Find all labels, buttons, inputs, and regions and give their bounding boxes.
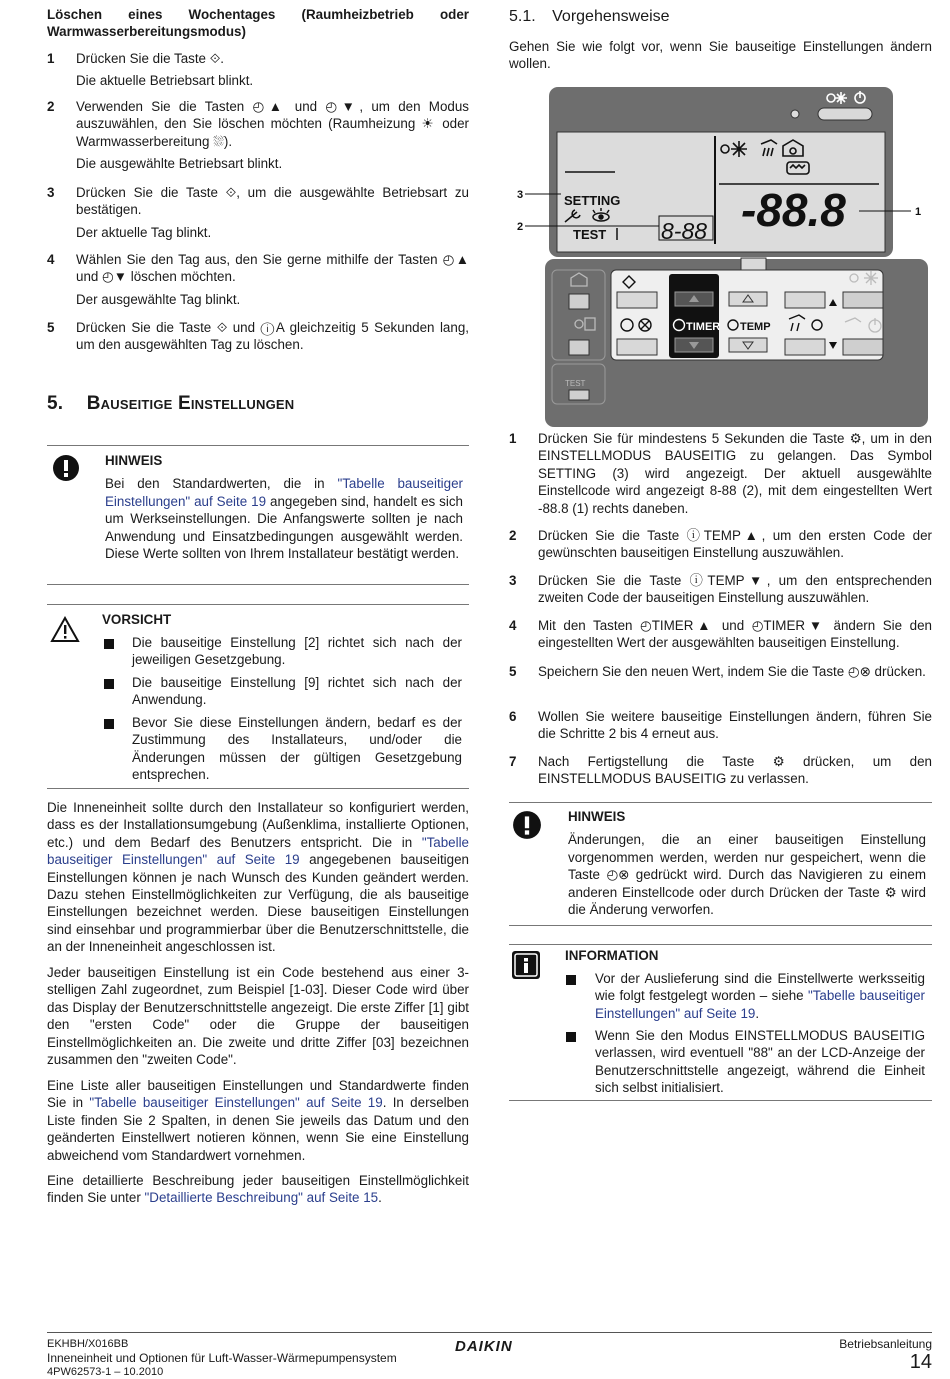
on-off-button: [818, 108, 872, 120]
model-number: EKHBH/X016BB: [47, 1338, 129, 1350]
timer-label: TIMER: [686, 321, 721, 333]
divider: [509, 1100, 932, 1101]
temp-up-button: [729, 292, 767, 306]
product-name: Inneneinheit und Optionen für Luft-Wasser-Wärmepumpensystem: [47, 1351, 397, 1365]
water-on-off-button: [843, 339, 883, 355]
callout-1: 1: [915, 206, 922, 218]
list-item: 1 Drücken Sie für mindestens 5 Sekunden die Taste ⚙, um in den EINSTELLMODUS BAUSEITIG zu gelangen. Das Symbol SETTING (3) wird angezeigt. Der aktuell ausgewählte Einstellcode wird angezeigt 8-88 (2), mit dem eingestellten Wert -88.8 (1) rechts daneben.: [509, 431, 932, 516]
hinweis-title: HINWEIS: [105, 453, 163, 468]
divider: [47, 445, 469, 446]
delete-day-heading: Löschen eines Wochentages (Raumheizbetrieb oder Warmwasserbereitungsmodus): [47, 7, 469, 40]
body-paragraph: Eine Liste aller bauseitigen Einstellungen und Standardwerte finden Sie in "Tabelle bauseitiger Einstellungen" auf Seite 19. In derselben Liste finden Sie 2 Spalten, in denen Sie jeweils das Datum und den geänderten Einstellwert notieren können, wenn Sie eine Einstellung abweichend vom Standardwert vornehmen.: [47, 1078, 469, 1163]
list-item: Wenn Sie den Modus EINSTELLMODUS BAUSEITIG verlassen, wird eventuell "88" an der LCD-Anzeige der Benutzerschnittstelle angezeigt, während die Einheit sich selbst initialisiert.: [595, 1028, 925, 1096]
mode-button: [843, 292, 883, 308]
vorsicht-title: VORSICHT: [102, 612, 172, 627]
manual-type: Betriebsanleitung: [839, 1337, 932, 1351]
table-link[interactable]: "Tabelle bauseitiger Einstellungen" auf Seite 19: [47, 834, 469, 868]
hinweis-text: Bei den Standardwerten, die in "Tabelle bauseitiger Einstellungen" auf Seite 19 angegeben sind, handelt es sich um Werkseinstellungen. Die Anfangswerte sollten je nach Anwendung und Einsatzbedingungen ausgewählt werden. Diese Werte sollten von Ihrem Installateur bestätigt werden.: [105, 476, 463, 562]
information-title: INFORMATION: [565, 948, 659, 963]
callout-3: 3: [517, 189, 524, 201]
list-item: 3 Drücken Sie die Taste ⟐, um die ausgewählte Betriebsart zu bestätigen. Der aktuelle Tag blinkt.: [47, 185, 469, 240]
list-item: 2 Verwenden Sie die Tasten ◴▲ und ◴▼, um den Modus auszuwählen, den Sie löschen möchten (Raumheizung ☀ oder Warmwasserbereitung ⛆). Die ausgewählte Betriebsart blinkt.: [47, 99, 469, 172]
program-button: [617, 292, 657, 308]
document-number: 4PW62573-1 – 10.2010: [47, 1366, 164, 1378]
hinweis-box: [105, 452, 463, 562]
led-indicator: [791, 110, 799, 118]
divider: [47, 788, 469, 789]
footer-right: [839, 1338, 932, 1373]
page-number: 14: [909, 1351, 932, 1373]
list-item: 6 Wollen Sie weitere bauseitige Einstellungen ändern, führen Sie die Schritte 2 bis 4 erneut aus.: [509, 709, 932, 742]
list-item: 7 Nach Fertigstellung die Taste ⚙ drücken, um den EINSTELLMODUS BAUSEITIG zu verlassen.: [509, 754, 932, 787]
list-item: 2 Drücken Sie die Taste ⓘTEMP▲, um den ersten Code der gewünschten bauseitigen Einstellung auszuwählen.: [509, 528, 932, 561]
list-item: Vor der Auslieferung sind die Einstellwerte werksseitig wie folgt festgelegt worden – siehe "Tabelle bauseitiger Einstellungen" auf Seite 19.: [595, 971, 925, 1021]
bullet: [104, 639, 114, 649]
list-item: Die bauseitige Einstellung [9] richtet sich nach der Anwendung.: [132, 675, 462, 708]
temp-down-button: [729, 338, 767, 352]
list-item: 4 Wählen Sie den Tag aus, den Sie gerne mithilfe der Tasten ◴▲ und ◴▼ löschen möchten. Der ausgewählte Tag blinkt.: [47, 252, 469, 307]
confirm-button: [617, 339, 657, 355]
body-paragraph: Die Inneneinheit sollte durch den Installateur so konfiguriert werden, dass es der Installationsumgebung (Außenklima, installierte Optionen, etc.) und dem Bedarf des Benutzers entspricht. Die in "Tabelle bauseitiger Einstellungen" auf Seite 19 angegebenen bauseitigen Einstellungen können je nach Wunsch des Kunden geändert werden. Dazu stehen Einstellmöglichkeiten zur Verfügung, die als bauseitige Einstellungen bezeichnet werden. Diese bauseitigen Einstellungen sind einsehbar und programmierbar über die Benutzerschnittstelle, die an der Inneneinheit angeschlossen ist.: [47, 800, 470, 955]
test-button: [569, 390, 589, 400]
list-item: 5 Speichern Sie den neuen Wert, indem Sie die Taste ◴⊗ drücken.: [509, 664, 926, 679]
lcd-code-display: 8-88: [661, 218, 708, 244]
divider: [509, 944, 932, 945]
table-link[interactable]: "Tabelle bauseitiger Einstellungen" auf Seite 19: [105, 476, 463, 509]
bullet: [104, 719, 114, 729]
footer-rule: [47, 1332, 932, 1333]
bullet: [104, 679, 114, 689]
bullet: [566, 1032, 576, 1042]
lcd-test-label: TEST: [573, 227, 607, 242]
lcd-setting-label: SETTING: [564, 193, 621, 208]
info-icon: [511, 950, 541, 984]
hinweis-title: HINWEIS: [568, 809, 626, 824]
table-link[interactable]: "Tabelle bauseitiger Einstellungen" auf Seite 19: [89, 1095, 383, 1111]
user-interface-panel-illustration: [509, 86, 932, 428]
warning-triangle-icon: [50, 616, 80, 647]
lcd-value-display: -88.8: [741, 184, 846, 236]
exclamation-icon: [512, 810, 542, 844]
body-paragraph: Eine detaillierte Beschreibung jeder bauseitigen Einstellmöglichkeit finden Sie unter "Detaillierte Beschreibung" auf Seite 15.: [47, 1173, 469, 1206]
water-temp-up-button: [785, 292, 825, 308]
list-item: 3 Drücken Sie die Taste ⓘTEMP▼, um den entsprechenden zweiten Code der bauseitigen Einstellung auszuwählen.: [509, 573, 932, 606]
list-item: Die bauseitige Einstellung [2] richtet sich nach der jeweiligen Gesetzgebung.: [132, 635, 462, 668]
vorsicht-box: [102, 611, 462, 628]
divider: [509, 802, 932, 803]
callout-2: 2: [517, 221, 524, 233]
list-item: 5 Drücken Sie die Taste ⟐ und ⓘA gleichzeitig 5 Sekunden lang, um den ausgewählten Tag zu löschen.: [47, 320, 469, 353]
list-item: Bevor Sie diese Einstellungen ändern, bedarf es der Zustimmung des Installateurs, und/oder die Änderungen müssen der gültigen Gesetzgebung entsprechen.: [132, 715, 462, 783]
test-button-label: TEST: [565, 379, 586, 388]
daikin-logo: DAIKIN: [455, 1338, 513, 1355]
description-link[interactable]: "Detaillierte Beschreibung" auf Seite 15: [144, 1190, 379, 1206]
schedule-button: [569, 294, 589, 309]
exclamation-icon: [52, 454, 80, 486]
intro-paragraph: Gehen Sie wie folgt vor, wenn Sie bauseitige Einstellungen ändern wollen.: [509, 39, 932, 72]
bullet: [566, 975, 576, 985]
section-heading: 5. Bauseitige Einstellungen: [47, 393, 295, 414]
table-link[interactable]: "Tabelle bauseitiger Einstellungen" auf Seite 19: [595, 988, 925, 1021]
hinweis-box: [568, 808, 926, 918]
footer-left: [47, 1338, 397, 1379]
subsection-heading: 5.1. Vorgehensweise: [509, 8, 670, 25]
list-item: 1 Drücken Sie die Taste ⟐. Die aktuelle Betriebsart blinkt.: [47, 51, 254, 89]
divider: [47, 604, 469, 605]
list-item: 4 Mit den Tasten ◴TIMER▲ und ◴TIMER▼ ändern Sie den eingestellten Wert der ausgewählten bauseitigen Einstellung.: [509, 618, 932, 651]
water-temp-down-button: [785, 339, 825, 355]
temp-auto-button: [569, 340, 589, 355]
temp-label: TEMP: [740, 321, 771, 333]
hinweis-text: Änderungen, die an einer bauseitigen Einstellung vorgenommen werden, werden nur gespeichert, wenn die Taste ◴⊗ gedrückt wird. Durch das Navigieren zu einem anderen Einstellcode oder durch Drücken der Taste ⚙ wird die Änderung verworfen.: [568, 832, 926, 918]
body-paragraph: Jeder bauseitigen Einstellung ist ein Code bestehend aus einer 3-stelligen Zahl zugeordnet, zum Beispiel [1-03]. Dieser Code wird über das Display der Benutzerschnittstelle angezeigt. Die erste Ziffer [1] gibt den "ersten Code" oder die Gruppe der bauseitigen Einstellmöglichkeiten an. Die zweite und dritte Ziffer [03] bezeichnen zusammen den "zweiten Code".: [47, 965, 469, 1068]
divider: [509, 925, 932, 926]
divider: [47, 584, 469, 585]
